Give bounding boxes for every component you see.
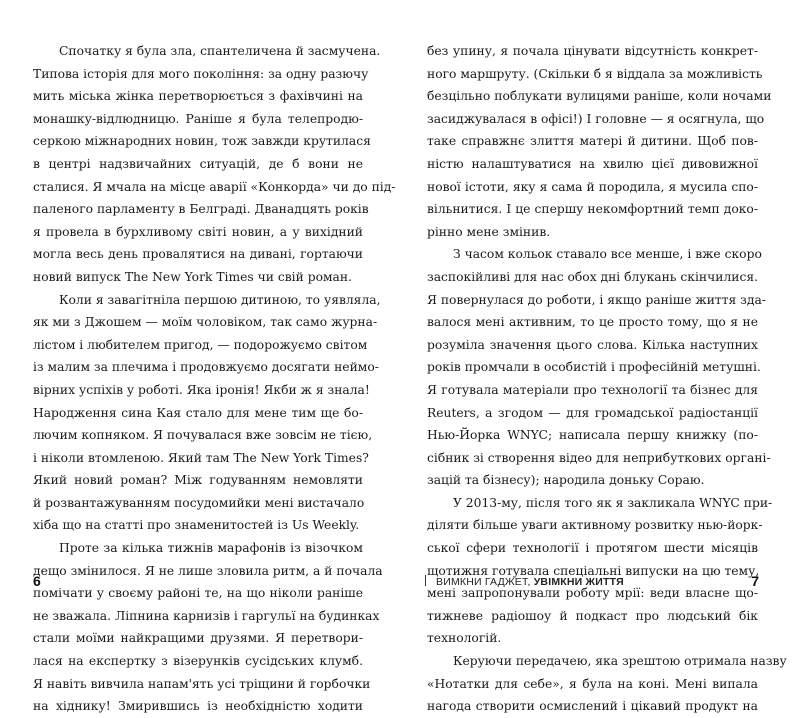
text-line: зацій та бізнесу); народила доньку Сораю. — [427, 473, 705, 488]
text-line: хіба що на статті про знаменитостей із Us Weekly. — [33, 518, 360, 533]
text-line: Народження сина Кая стало для мене тим ще бо- — [33, 405, 363, 420]
text-line: в центрі надзвичайних ситуацій, де б вони не — [33, 156, 363, 171]
text-line: вірних успіхів у роботі. Яка іронія! Якби ж я знала! — [33, 382, 370, 397]
text-line: Я навіть вивчила напам'ять усі тріщини й горбочки — [33, 676, 371, 691]
text-line: щотижня готувала спеціальні випуски на цю тему, — [427, 563, 760, 578]
text-line: без упину, я почала цінувати відсутність конкрет- — [427, 44, 758, 58]
text-line: ської сфери технології і протягом шести місяців — [427, 541, 758, 556]
text-line: і ніколи втомленою. Який там The New York Times? — [33, 450, 369, 465]
right-page — [401, 0, 802, 714]
text-line: Коли я завагітніла першою дитиною, то уявляла, — [59, 292, 381, 307]
text-line: діляти більше уваги активному розвитку нью-йорк- — [427, 518, 763, 533]
text-line: із малим за плечима і продовжуємо досягати неймо- — [33, 360, 379, 375]
text-line: як ми з Джошем — моїм чоловіком, так само журна- — [33, 315, 378, 330]
left-page — [0, 0, 401, 714]
text-line: я провела в бурхливому світі новин, а у вихідний — [33, 224, 363, 239]
text-line: стали моїми найкращими друзями. Я перетвори- — [33, 631, 363, 646]
text-line: паленого парламенту в Белграді. Дванадцять років — [33, 202, 369, 217]
text-line: сталися. Я мчала на місце аварії «Конкорда» чи до під- — [33, 179, 396, 194]
footer-divider — [425, 575, 426, 586]
text-line: помічати у своєму районі те, на що ніколи раніше — [33, 586, 363, 601]
text-line: мить міська жінка перетворюється з фахівчині на — [33, 89, 363, 104]
text-line: Нью-Йорка WNYC; написала першу книжку (по- — [427, 428, 758, 443]
text-line: монашку-відлюдницю. Раніше я була телепродю- — [33, 111, 363, 126]
text-line: Який новий роман? Між годуванням немовляти — [33, 473, 363, 488]
right-page-text — [427, 40, 787, 718]
text-line: рінно мене змінив. — [427, 224, 551, 239]
text-line: заспокійливі для нас обох дні блукань скінчилися. — [427, 269, 759, 284]
left-page-text — [33, 40, 396, 718]
text-line: лістом і любителем пригод, — подорожуємо світом — [33, 337, 368, 352]
text-line: Reuters, а згодом — для громадської радіостанції — [427, 405, 758, 420]
text-line: ного маршруту. (Скільки б я віддала за можливість — [427, 66, 763, 81]
text-line: безцільно поблукати вулицями раніше, коли ночами — [427, 89, 772, 104]
text-line: сібник зі створення відео для неприбуткових органі- — [427, 450, 771, 465]
text-line: Проте за кілька тижнів марафонів із візочком — [59, 541, 363, 556]
text-line: ністю налаштуватися на хвилю цієї дивовижної — [427, 156, 758, 171]
text-line: Типова історія для мого покоління: за одну разючу — [33, 66, 369, 81]
text-line: засиджувалася в офісі!) І головне — я осягнула, що — [427, 111, 765, 126]
text-line: лася на експертку з візерунків сусідських клумб. — [33, 654, 363, 669]
text-line: технологій. — [427, 631, 502, 646]
left-page-number: 6 — [33, 573, 41, 589]
text-line: дещо змінилося. Я не лише зловила ритм, а й почала — [33, 563, 383, 578]
text-line: У 2013-му, після того як я закликала WNYC при- — [453, 495, 773, 510]
footer-title-part1: ВИМКНИ ГАДЖЕТ, — [436, 576, 534, 588]
text-line: років промчали в особистій і професійній метушні. — [427, 360, 761, 375]
right-page-number: 7 — [751, 573, 759, 589]
text-line: валося мені активним, то це просто тому, що я не — [427, 315, 758, 330]
text-line: тижневе радіошоу й подкаст про людський бік — [427, 608, 758, 623]
running-footer — [425, 575, 624, 588]
text-line: розуміла значення цього слова. Кілька наступних — [427, 337, 758, 352]
text-line: могла весь день провалятися на дивані, гортаючи — [33, 247, 363, 262]
text-line: нагода створити осмислений і цікавий продукт на — [427, 699, 758, 714]
text-line: Спочатку я була зла, спантеличена й засмучена. — [59, 44, 381, 58]
text-line: таке справжнє злиття матері й дитини. Щоб пов- — [427, 134, 758, 149]
text-line: серкою міжнародних новин, тож завжди крутилася — [33, 134, 371, 149]
text-line: лючим копняком. Я почувалася вже зовсім не тією, — [33, 428, 373, 443]
text-line: не зважала. Ліпнина карнизів і гаргульї на будинках — [33, 608, 380, 623]
text-line: Я готувала матеріали про технології та бізнес для — [427, 382, 758, 397]
text-line: вільнитися. І це спершу некомфортний темп доко- — [427, 202, 758, 217]
footer-title-part2: УВІМКНИ ЖИТТЯ — [533, 576, 624, 588]
text-line: Я повернулася до роботи, і якщо раніше життя зда- — [427, 292, 766, 307]
text-line: Керуючи передачею, яка зрештою отримала назву — [453, 654, 787, 669]
text-line: й розвантажуванням посудомийки мені вистачало — [33, 495, 365, 510]
text-line: «Нотатки для себе», я була на коні. Мені випала — [427, 676, 758, 691]
text-line: мені запропонували роботу мрії: веди власне що- — [427, 586, 758, 601]
text-line: новий випуск The New York Times чи свій роман. — [33, 269, 352, 284]
text-line: на хіднику! Змирившись із необхідністю ходити — [33, 699, 363, 714]
text-line: нової істоти, яку я сама й породила, я мусила спо- — [427, 179, 758, 194]
text-line: З часом кольок ставало все менше, і вже скоро — [453, 247, 762, 262]
